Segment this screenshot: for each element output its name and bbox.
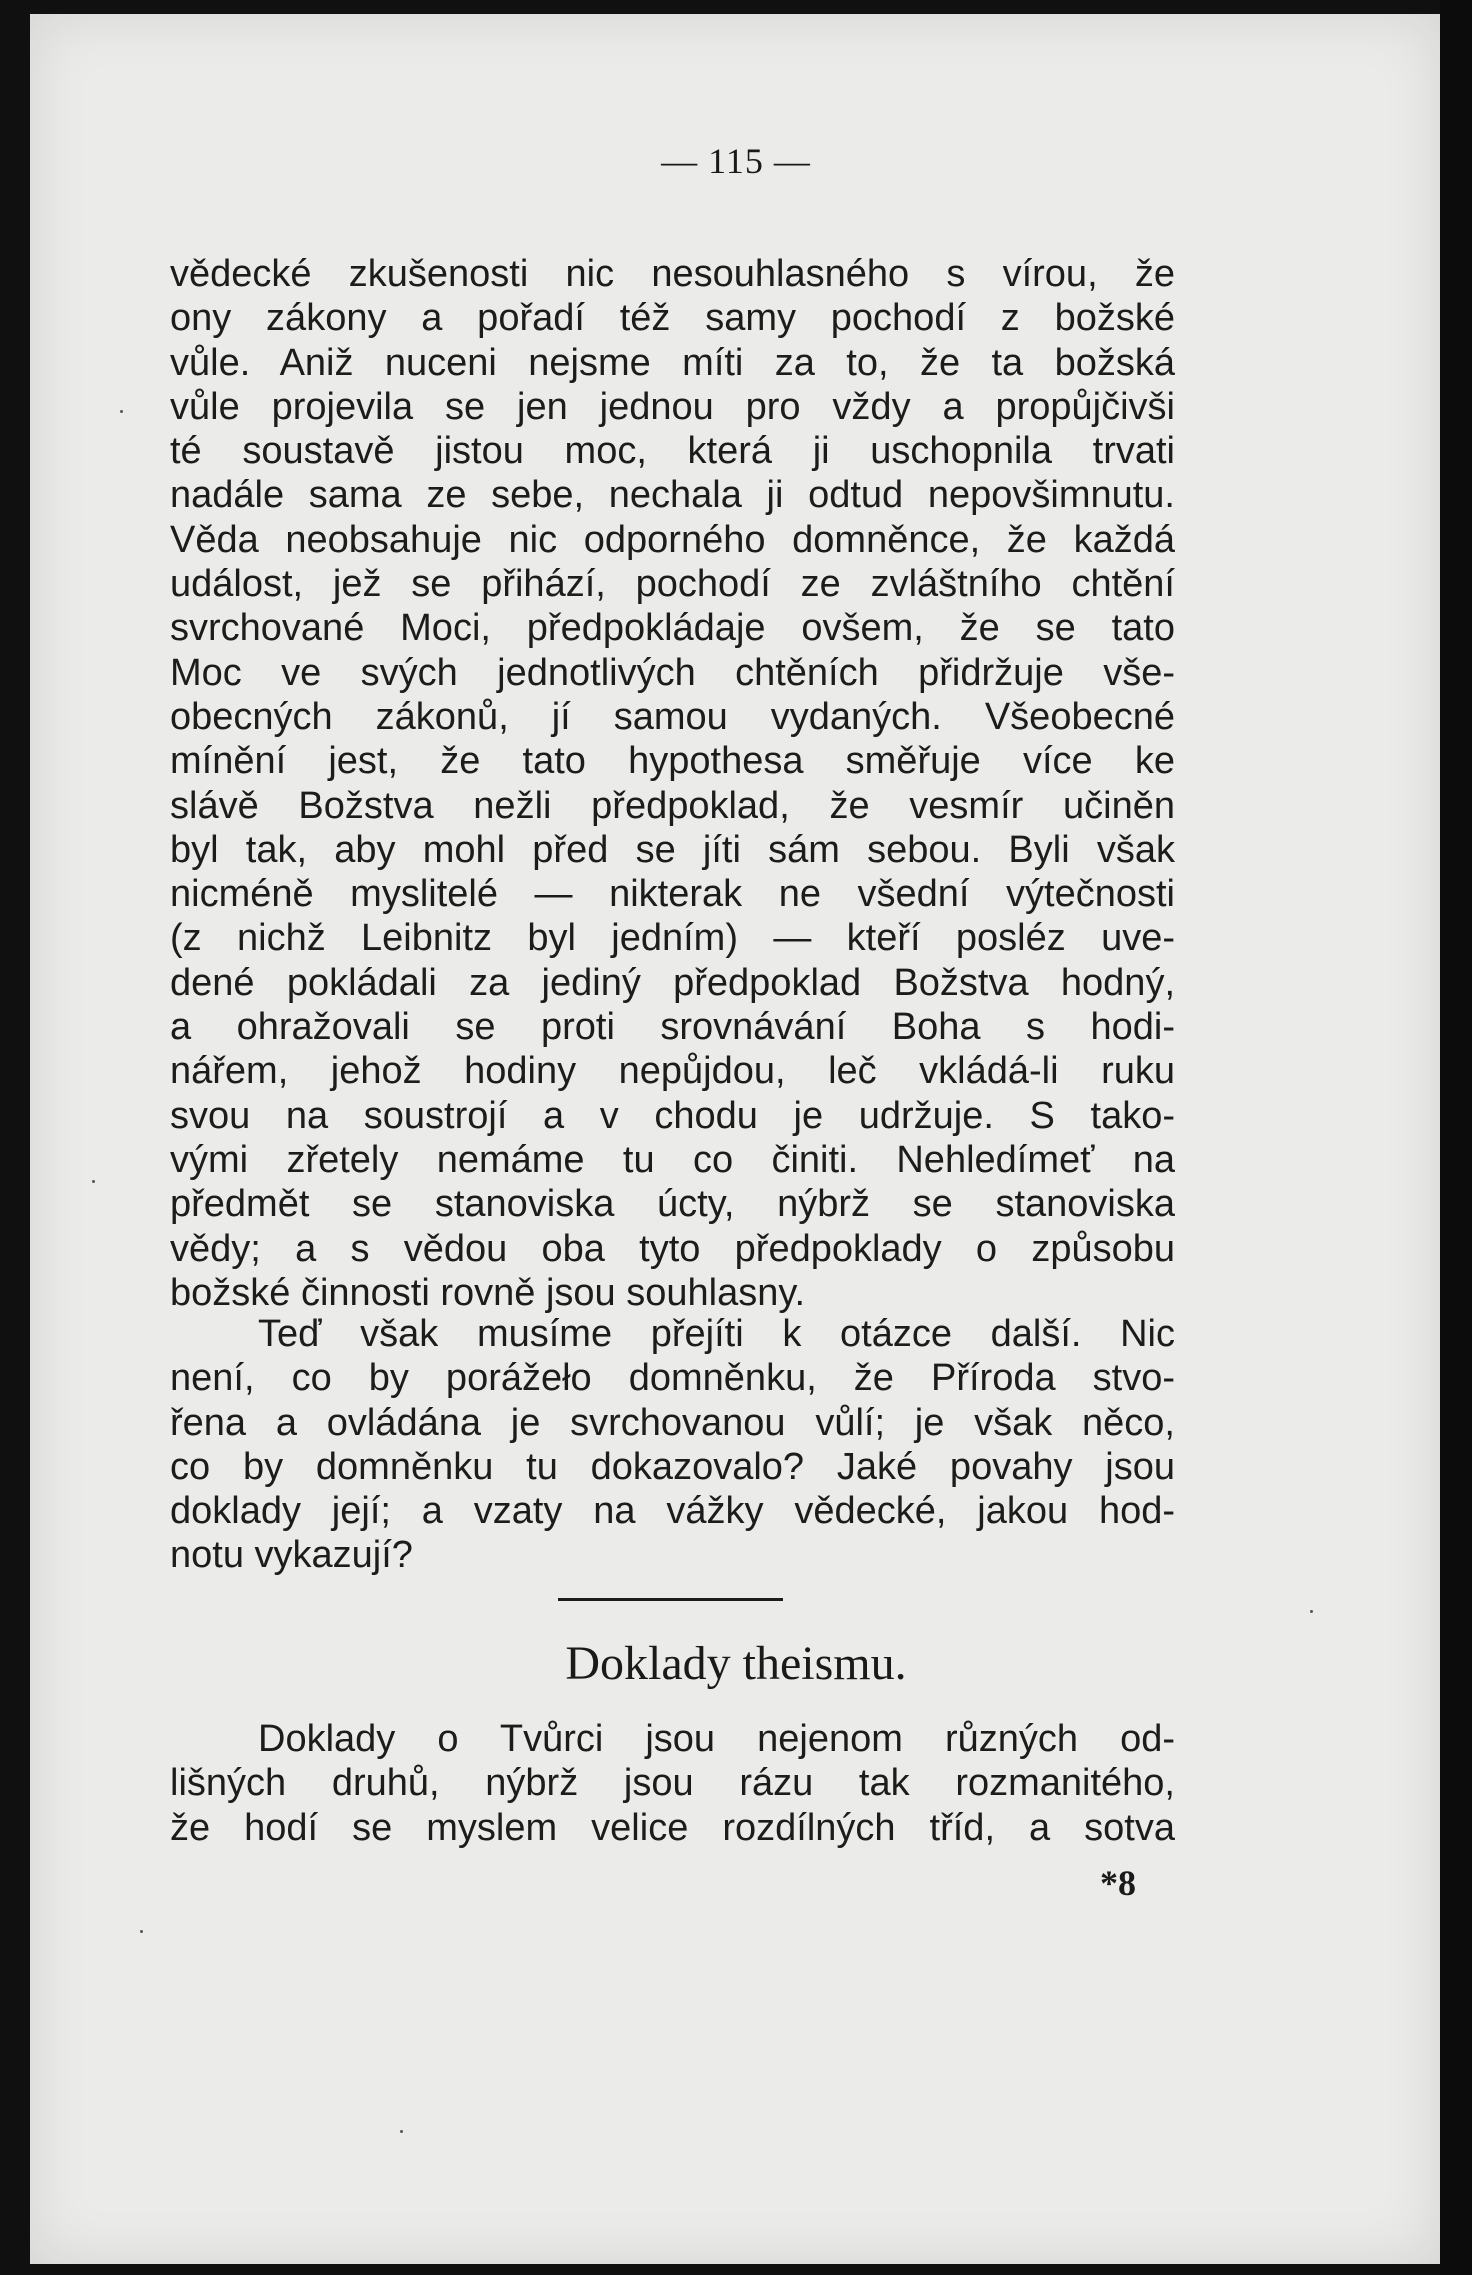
text-line: Teď však musíme přejíti k otázce další. Nic — [258, 1313, 1175, 1355]
text-line: té soustavě jistou moc, která ji uschopnila trvati — [170, 430, 1175, 473]
text-line: Věda neobsahuje nic odporného domněnce, že každá — [170, 518, 1175, 561]
text-line: Doklady o Tvůrci jsou nejenom různých od- — [258, 1718, 1175, 1760]
signature-mark: *8 — [1100, 1863, 1136, 1903]
paper-speck — [140, 1930, 143, 1933]
text-line: vědy; a s vědou oba tyto předpoklady o způsobu — [170, 1227, 1175, 1270]
text-line: notu vykazují? — [170, 1534, 413, 1577]
text-line: řena a ovládána je svrchovanou vůlí; je však něco, — [170, 1401, 1175, 1444]
text-line: svou na soustrojí a v chodu je udržuje. S tako- — [170, 1094, 1175, 1137]
text-line: ony zákony a pořadí též samy pochodí z božské — [170, 297, 1175, 340]
text-line: mínění jest, že tato hypothesa směřuje více ke — [170, 740, 1175, 783]
text-line: nářem, jehož hodiny nepůjdou, leč vkládá-li ruku — [170, 1050, 1175, 1093]
paper-speck — [1310, 1610, 1313, 1613]
text-line: slávě Božstva nežli předpoklad, že vesmír učiněn — [170, 784, 1175, 827]
text-line: obecných zákonů, jí samou vydaných. Všeobecné — [170, 695, 1175, 738]
text-line: vými zřetely nemáme tu co činiti. Nehledímeť na — [170, 1138, 1175, 1181]
paper-speck — [400, 2130, 403, 2133]
text-line: nadále sama ze sebe, nechala ji odtud nepovšimnutu. — [170, 474, 1175, 517]
paragraph-3 — [170, 1717, 1175, 1850]
text-line: lišných druhů, nýbrž jsou rázu tak rozmanitého, — [170, 1762, 1175, 1805]
text-line: byl tak, aby mohl před se jíti sám sebou. Byli však — [170, 828, 1175, 871]
text-line: předmět se stanoviska úcty, nýbrž se stanoviska — [170, 1183, 1175, 1226]
paragraph-2 — [170, 1312, 1175, 1578]
paper-speck — [92, 1180, 95, 1183]
text-line: božské činnosti rovně jsou souhlasny. — [170, 1271, 806, 1314]
text-line: svrchované Moci, předpokládaje ovšem, že se tato — [170, 607, 1175, 650]
paragraph-1 — [170, 252, 1175, 1315]
text-line: vůle projevila se jen jednou pro vždy a propůjčivši — [170, 385, 1175, 428]
text-line: vědecké zkušenosti nic nesouhlasného s vírou, že — [170, 253, 1175, 295]
page-edge-shadow — [1440, 0, 1472, 2275]
text-line: (z nichž Leibnitz byl jedním) — kteří posléz uve- — [170, 917, 1175, 960]
text-line: událost, jež se přihází, pochodí ze zvláštního chtění — [170, 563, 1175, 606]
text-line: doklady její; a vzaty na vážky vědecké, jakou hod- — [170, 1490, 1175, 1533]
section-heading: Doklady theismu. — [565, 1637, 907, 1690]
text-line: že hodí se myslem velice rozdílných tříd, a sotva — [170, 1806, 1175, 1849]
text-line: dené pokládali za jediný předpoklad Božstva hodný, — [170, 961, 1175, 1004]
text-line: vůle. Aniž nuceni nejsme míti za to, že ta božská — [170, 341, 1175, 384]
text-line: není, co by porážeło domněnku, že Příroda stvo- — [170, 1357, 1175, 1400]
text-line: a ohražovali se proti srovnávání Boha s hodi- — [170, 1006, 1175, 1049]
text-line: co by domněnku tu dokazovalo? Jaké povahy jsou — [170, 1445, 1175, 1488]
section-divider — [558, 1598, 783, 1601]
paper-speck — [120, 410, 123, 413]
text-line: Moc ve svých jednotlivých chtěních přidržuje vše- — [170, 651, 1175, 694]
page-number: — 115 — — [661, 141, 811, 181]
text-line: nicméně myslitelé — nikterak ne všední výtečnosti — [170, 873, 1175, 916]
